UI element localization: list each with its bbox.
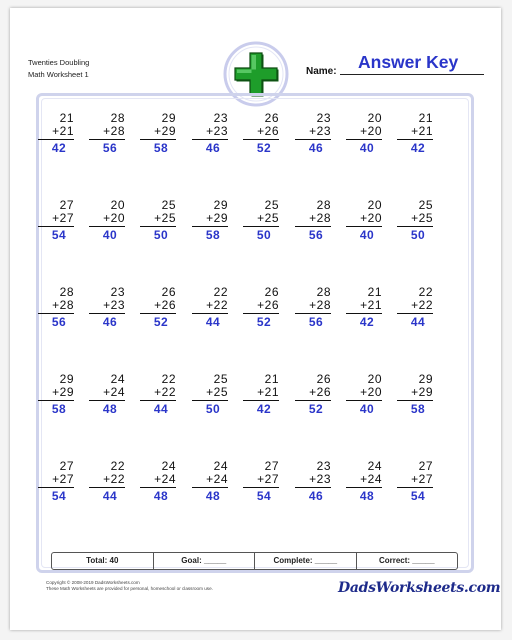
answer: 44 [102, 489, 118, 503]
addend-top: 23 [316, 111, 331, 125]
answer: 44 [153, 402, 169, 416]
sum-line [192, 226, 228, 227]
sum-line [397, 226, 433, 227]
addend-top: 22 [213, 285, 228, 299]
answer: 46 [205, 141, 221, 155]
addend-top: 22 [161, 372, 176, 386]
sum-line [243, 139, 279, 140]
problem [397, 460, 433, 503]
sum-line [140, 400, 176, 401]
answer: 50 [256, 228, 272, 242]
problem [38, 286, 74, 329]
addend-bottom: +24 [206, 472, 228, 486]
sum-line [38, 487, 74, 488]
name-label: Name: [306, 66, 337, 77]
addend-top: 27 [264, 459, 279, 473]
problem [192, 199, 228, 242]
answer: 46 [308, 489, 324, 503]
addend-bottom: +27 [257, 472, 279, 486]
correct-cell: Correct: _____ [378, 556, 435, 565]
sum-line [346, 226, 382, 227]
addend-top: 22 [418, 285, 433, 299]
addend-bottom: +24 [154, 472, 176, 486]
sum-line [397, 400, 433, 401]
addend-bottom: +27 [411, 472, 433, 486]
brand-logo: DadsWorksheets.com [338, 580, 501, 596]
answer: 40 [359, 228, 375, 242]
answer: 56 [308, 315, 324, 329]
answer: 50 [153, 228, 169, 242]
addend-bottom: +20 [360, 385, 382, 399]
sum-line [397, 487, 433, 488]
addend-top: 28 [316, 198, 331, 212]
sum-line [140, 139, 176, 140]
addend-bottom: +28 [52, 298, 74, 312]
addend-top: 28 [316, 285, 331, 299]
addend-top: 20 [367, 372, 382, 386]
problem [243, 112, 279, 155]
answer: 40 [359, 402, 375, 416]
problem [140, 460, 176, 503]
sum-line [38, 400, 74, 401]
sum-line [295, 226, 331, 227]
problem [140, 373, 176, 416]
answer: 44 [205, 315, 221, 329]
answer: 58 [153, 141, 169, 155]
sum-line [243, 313, 279, 314]
addend-bottom: +25 [154, 211, 176, 225]
addend-bottom: +28 [103, 124, 125, 138]
addend-top: 27 [59, 459, 74, 473]
addend-top: 26 [264, 285, 279, 299]
problem [346, 112, 382, 155]
answer-key-label: Answer Key [358, 52, 459, 72]
addend-top: 29 [161, 111, 176, 125]
answer: 48 [102, 402, 118, 416]
addend-top: 20 [367, 198, 382, 212]
sum-line [397, 313, 433, 314]
answer: 48 [153, 489, 169, 503]
problem [346, 199, 382, 242]
problem [295, 112, 331, 155]
sum-line [140, 313, 176, 314]
addend-bottom: +28 [309, 211, 331, 225]
problem [89, 460, 125, 503]
sum-line [192, 313, 228, 314]
problem [89, 112, 125, 155]
addend-top: 20 [110, 198, 125, 212]
addend-bottom: +26 [257, 124, 279, 138]
addend-bottom: +21 [257, 385, 279, 399]
answer: 54 [51, 489, 67, 503]
problem [192, 286, 228, 329]
sum-line [89, 226, 125, 227]
addend-top: 25 [264, 198, 279, 212]
addend-bottom: +25 [411, 211, 433, 225]
addend-bottom: +23 [206, 124, 228, 138]
problem [397, 199, 433, 242]
sum-line [38, 139, 74, 140]
answer: 56 [102, 141, 118, 155]
answer: 42 [410, 141, 426, 155]
addend-bottom: +27 [52, 211, 74, 225]
addend-bottom: +21 [52, 124, 74, 138]
answer: 52 [153, 315, 169, 329]
problem [192, 112, 228, 155]
addend-top: 20 [367, 111, 382, 125]
addend-top: 23 [110, 285, 125, 299]
addend-bottom: +20 [360, 211, 382, 225]
sum-line [140, 487, 176, 488]
answer: 50 [410, 228, 426, 242]
addend-bottom: +22 [103, 472, 125, 486]
answer: 54 [256, 489, 272, 503]
addend-bottom: +25 [206, 385, 228, 399]
sum-line [346, 400, 382, 401]
name-field [306, 50, 486, 80]
answer: 48 [205, 489, 221, 503]
addend-bottom: +22 [154, 385, 176, 399]
problem [38, 199, 74, 242]
addend-top: 24 [213, 459, 228, 473]
addend-top: 25 [213, 372, 228, 386]
addend-top: 21 [418, 111, 433, 125]
addend-bottom: +26 [257, 298, 279, 312]
problem-grid [40, 112, 460, 512]
addend-bottom: +29 [52, 385, 74, 399]
addend-bottom: +23 [309, 124, 331, 138]
sum-line [295, 400, 331, 401]
copyright-line2: These Math Worksheets are provided for personal, homeschool or classroom use. [46, 586, 213, 591]
addend-top: 29 [213, 198, 228, 212]
addend-bottom: +29 [411, 385, 433, 399]
addend-bottom: +29 [206, 211, 228, 225]
sum-line [192, 487, 228, 488]
addend-bottom: +20 [360, 124, 382, 138]
addend-bottom: +27 [52, 472, 74, 486]
sum-line [89, 313, 125, 314]
problem [243, 460, 279, 503]
addend-top: 24 [110, 372, 125, 386]
addend-top: 22 [110, 459, 125, 473]
addend-top: 23 [213, 111, 228, 125]
goal-cell: Goal: _____ [154, 553, 256, 569]
problem [140, 286, 176, 329]
problem [295, 286, 331, 329]
addend-bottom: +24 [360, 472, 382, 486]
sum-line [89, 400, 125, 401]
addend-top: 25 [161, 198, 176, 212]
addend-top: 29 [418, 372, 433, 386]
problem [243, 199, 279, 242]
worksheet-title-line1: Twenties Doubling [28, 58, 90, 67]
answer: 56 [308, 228, 324, 242]
answer: 46 [308, 141, 324, 155]
addend-top: 24 [161, 459, 176, 473]
addend-top: 21 [264, 372, 279, 386]
problem [140, 199, 176, 242]
worksheet-title [28, 57, 89, 81]
problem [243, 373, 279, 416]
addend-bottom: +21 [411, 124, 433, 138]
answer: 46 [102, 315, 118, 329]
answer: 58 [205, 228, 221, 242]
sum-line [192, 139, 228, 140]
addend-bottom: +28 [309, 298, 331, 312]
addend-top: 21 [59, 111, 74, 125]
problem [295, 199, 331, 242]
problem [346, 460, 382, 503]
sum-line [295, 313, 331, 314]
addend-bottom: +22 [411, 298, 433, 312]
addend-top: 29 [59, 372, 74, 386]
sum-line [243, 400, 279, 401]
problem [89, 373, 125, 416]
sum-line [140, 226, 176, 227]
sum-line [192, 400, 228, 401]
sum-line [346, 487, 382, 488]
addend-top: 25 [418, 198, 433, 212]
answer: 50 [205, 402, 221, 416]
answer: 42 [51, 141, 67, 155]
problem [295, 460, 331, 503]
answer: 54 [410, 489, 426, 503]
answer: 48 [359, 489, 375, 503]
problem [397, 286, 433, 329]
copyright-line1: Copyright © 2008-2019 DadsWorksheets.com [46, 580, 140, 585]
worksheet-title-line2: Math Worksheet 1 [28, 70, 89, 79]
answer: 52 [256, 141, 272, 155]
total-cell: Total: 40 [52, 553, 154, 569]
problem [38, 112, 74, 155]
answer: 44 [410, 315, 426, 329]
copyright-notice [46, 580, 213, 592]
addend-top: 24 [367, 459, 382, 473]
addend-top: 21 [367, 285, 382, 299]
sum-line [89, 139, 125, 140]
answer: 58 [410, 402, 426, 416]
sum-line [346, 139, 382, 140]
problem [89, 199, 125, 242]
sum-line [38, 313, 74, 314]
problem [38, 460, 74, 503]
answer: 56 [51, 315, 67, 329]
problem [89, 286, 125, 329]
addend-bottom: +23 [309, 472, 331, 486]
answer: 40 [102, 228, 118, 242]
addend-top: 27 [418, 459, 433, 473]
addend-bottom: +24 [103, 385, 125, 399]
answer: 52 [308, 402, 324, 416]
problem [140, 112, 176, 155]
sum-line [38, 226, 74, 227]
addend-top: 26 [161, 285, 176, 299]
sum-line [346, 313, 382, 314]
addend-top: 23 [316, 459, 331, 473]
problem [192, 460, 228, 503]
addend-top: 26 [316, 372, 331, 386]
problem [397, 112, 433, 155]
problem [295, 373, 331, 416]
sum-line [295, 139, 331, 140]
addend-bottom: +26 [309, 385, 331, 399]
answer: 52 [256, 315, 272, 329]
addend-top: 26 [264, 111, 279, 125]
addend-bottom: +21 [360, 298, 382, 312]
problem [192, 373, 228, 416]
problem [38, 373, 74, 416]
problem [346, 373, 382, 416]
answer: 58 [51, 402, 67, 416]
addend-top: 28 [59, 285, 74, 299]
sum-line [89, 487, 125, 488]
problem [397, 373, 433, 416]
sum-line [397, 139, 433, 140]
answer: 40 [359, 141, 375, 155]
addend-top: 27 [59, 198, 74, 212]
problem [243, 286, 279, 329]
sum-line [243, 487, 279, 488]
sum-line [295, 487, 331, 488]
score-bar [51, 552, 458, 570]
addend-bottom: +22 [206, 298, 228, 312]
complete-cell: Complete: _____ [255, 553, 357, 569]
addend-top: 28 [110, 111, 125, 125]
answer: 42 [359, 315, 375, 329]
answer: 42 [256, 402, 272, 416]
addend-bottom: +25 [257, 211, 279, 225]
sum-line [243, 226, 279, 227]
answer: 54 [51, 228, 67, 242]
addend-bottom: +20 [103, 211, 125, 225]
name-underline [340, 74, 484, 75]
addend-bottom: +23 [103, 298, 125, 312]
addend-bottom: +26 [154, 298, 176, 312]
addend-bottom: +29 [154, 124, 176, 138]
problem [346, 286, 382, 329]
